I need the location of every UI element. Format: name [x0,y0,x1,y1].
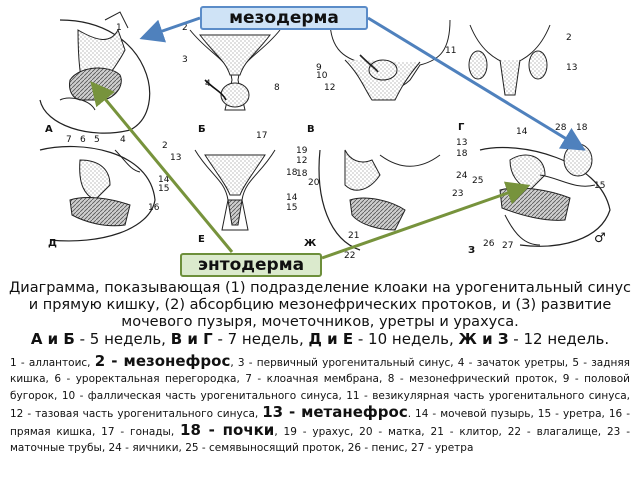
endoderm-arrow-left [96,88,232,252]
legend-bold-metanephros: 13 - метанефрос [262,402,408,421]
endoderm-label: энтодерма [180,253,322,277]
number-label: 8 [274,83,280,93]
number-label: 5 [94,135,100,145]
number-label: 4 [205,79,211,89]
stage-ab-age: - 5 недель, [74,330,166,348]
panel-letter-z: З [468,245,476,256]
panel-g-drawing [319,150,440,250]
number-label: 1 [116,23,122,33]
number-label: 10 [316,71,328,81]
legend-bold-kidneys: 18 - почки [180,421,275,440]
panel-d-drawing [469,25,550,95]
number-label: 4 [120,135,126,145]
panel-letter-b: Б [198,124,206,135]
stage-vg-age: - 7 недель, [212,330,304,348]
legend-part-3: . 14 - мочевой пузырь, 15 - уретра, 16 - прямая кишка, 17 - гонады, [10,407,630,439]
number-label: 12 [324,83,336,93]
number-label: 28 [555,123,567,133]
number-label: 2 [182,23,188,33]
stage-de: Д и Е [308,330,354,348]
number-label: 13 [170,153,182,163]
number-label: 3 [182,55,188,65]
number-label: 13 [456,138,468,148]
panel-e-drawing [40,147,155,241]
number-label: 25 [472,176,484,186]
stage-de-age: - 10 недель, [353,330,454,348]
legend-text [10,353,630,457]
panel-letter-a: А [45,124,53,135]
legend-part-4: , 19 - урахус, 20 - матка, 21 - клитор, 22 - влагалище, 23 - маточные трубы, 24 - яичники, 25 - семявыносящий проток, 26 - пенис, 27 - уретра [10,426,630,455]
number-label: 11 [445,46,457,56]
number-label: 13 [566,63,578,73]
number-label: 16 [148,203,160,213]
panel-letter-d: Д [48,238,57,249]
number-label: 22 [344,251,356,260]
stage-zhz-age: - 12 недель. [508,330,610,348]
number-label: 18 [296,169,308,179]
number-label: 2 [162,141,168,151]
number-label: 15 [594,181,606,191]
number-label: 14 [286,193,298,203]
number-label: 27 [502,241,514,251]
number-label: 18 [286,168,298,178]
figure-caption: Диаграмма, показывающая (1) подразделение клоаки на урогенитальный синус и прямую кишку, (2) абсорбцию мезонефрических протоков, и (3) развитие мочевого пузыря, мочеточников, уретры и урахуса. [8,280,632,330]
number-label: 9 [316,63,322,73]
number-label: 12 [296,156,308,166]
number-label: 14 [516,127,528,137]
number-label: 15 [286,203,298,213]
number-label: 19 [296,146,308,156]
number-label: 2 [566,33,572,43]
number-label: 7 [66,135,72,145]
number-label: 23 [452,189,464,199]
number-label: 20 [308,178,320,188]
stage-ages [8,330,632,348]
panel-a-drawing [40,12,150,133]
number-label: 18 [576,123,588,133]
legend-part-2: , 3 - первичный урогенитальный синус, 4 - зачаток уретры, 5 - задняя кишка, 6 - уроректальная перегородка, 7 - клоачная мембрана, 8 - мезонефрический проток, 9 - половой бугорок, 10 - фаллическая часть урогенитального синуса, 11 - везикулярная часть урогенитального синуса, 12 - тазовая часть урогенитального синуса, [10,357,630,420]
number-label: 6 [80,135,86,145]
number-label: 15 [158,184,170,194]
number-label: 24 [456,171,468,181]
number-label: 18 [456,149,468,159]
number-label: 21 [348,231,360,241]
panel-letter-e: Е [198,234,205,245]
legend-part-1: 1 - аллантоис, [10,357,95,369]
number-label: 14 [158,175,170,185]
panel-letter-g: Г [458,122,465,133]
number-label: 26 [483,239,495,249]
panel-letter-zh: Ж [304,238,317,249]
male-symbol: ♂ [594,231,606,246]
stage-vg: В и Г [170,330,213,348]
panel-letter-v: В [307,124,315,135]
stage-ab: А и Б [30,330,75,348]
number-label: 17 [256,131,268,141]
panel-b-drawing [190,30,280,110]
legend-bold-mesonephros: 2 - мезонефрос [94,352,231,370]
panel-f-drawing [195,150,275,230]
stage-zhz: Ж и З [458,330,509,348]
mesoderm-label: мезодерма [200,6,368,30]
